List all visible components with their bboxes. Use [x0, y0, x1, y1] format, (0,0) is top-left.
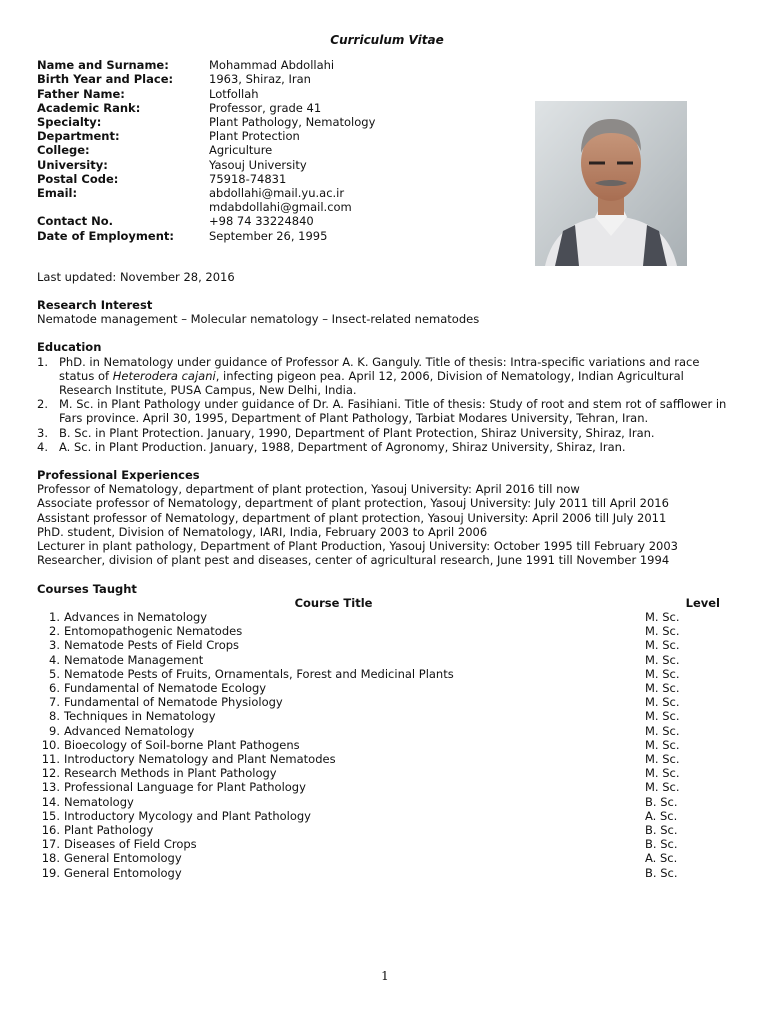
course-title: Nematode Management — [64, 652, 204, 667]
course-level: M. Sc. — [645, 723, 680, 738]
course-number: 6. — [49, 680, 60, 695]
course-row — [37, 795, 737, 809]
education-item — [37, 397, 737, 425]
info-label: College: — [37, 143, 90, 158]
course-title: Bioecology of Soil-borne Plant Pathogens — [64, 737, 300, 752]
education-item — [37, 355, 737, 398]
course-title: General Entomology — [64, 865, 182, 880]
course-level: A. Sc. — [645, 851, 678, 866]
info-value: +98 74 33224840 — [209, 214, 314, 229]
species-name: Heterodera cajani — [112, 368, 216, 383]
education-item-number: 3. — [37, 425, 48, 440]
course-level: M. Sc. — [645, 666, 680, 681]
course-number: 14. — [41, 794, 60, 809]
info-value: Mohammad Abdollahi — [209, 58, 335, 73]
info-label — [37, 200, 209, 214]
course-level: M. Sc. — [645, 751, 680, 766]
course-level: M. Sc. — [645, 638, 680, 653]
courses-table — [37, 610, 737, 880]
course-number: 19. — [41, 865, 60, 880]
course-level: M. Sc. — [645, 780, 680, 795]
course-title: Nematode Pests of Field Crops — [64, 638, 240, 653]
course-row — [37, 667, 737, 681]
course-row — [37, 752, 737, 766]
education-text-part: , infecting pigeon pea. April 12, 2006, Division of Nematology, Indian Agricultural Research Institute, PUSA Campus, New Delhi, India. — [59, 368, 684, 398]
courses-table-header — [37, 596, 737, 610]
course-title: Introductory Nematology and Plant Nematodes — [64, 751, 336, 766]
info-label: Father Name: — [37, 86, 125, 101]
experience-item: Professor of Nematology, department of plant protection, Yasouj University: April 2016 till now — [37, 482, 580, 497]
education-text-part: A. Sc. in Plant Production. January, 1988, Department of Agronomy, Shiraz University, Shiraz, Iran. — [59, 439, 626, 454]
course-level: M. Sc. — [645, 709, 680, 724]
course-number: 7. — [49, 695, 60, 710]
course-level: B. Sc. — [645, 865, 678, 880]
info-label: Academic Rank: — [37, 100, 141, 115]
course-title: Diseases of Field Crops — [64, 837, 197, 852]
info-row — [37, 58, 737, 72]
course-title: Nematology — [64, 794, 134, 809]
education-item-text — [59, 426, 737, 440]
experience-item: Associate professor of Nematology, department of plant protection, Yasouj University: July 2011 till April 2016 — [37, 496, 669, 511]
course-row — [37, 681, 737, 695]
education-text-part: PhD. in Nematology under guidance of Professor A. K. Ganguly. Title of thesis: Intra-specific variations and race status of — [59, 354, 700, 383]
info-label: Email: — [37, 186, 78, 201]
course-row — [37, 780, 737, 794]
education-item-number: 4. — [37, 439, 48, 454]
education-item-text — [59, 355, 737, 398]
course-title: General Entomology — [64, 851, 182, 866]
experience-heading: Professional Experiences — [37, 468, 200, 483]
info-label: Postal Code: — [37, 171, 119, 186]
course-level: B. Sc. — [645, 837, 678, 852]
course-title-column-header: Course Title — [294, 595, 373, 610]
research-heading: Research Interest — [37, 298, 153, 313]
course-level: M. Sc. — [645, 624, 680, 639]
course-row — [37, 610, 737, 624]
course-level: M. Sc. — [645, 737, 680, 752]
info-value: Professor, grade 41 — [209, 100, 322, 115]
course-level: B. Sc. — [645, 794, 678, 809]
course-row — [37, 766, 737, 780]
level-column-header: Level — [685, 595, 720, 610]
course-number: 11. — [41, 751, 60, 766]
course-title: Plant Pathology — [64, 822, 154, 837]
course-row — [37, 866, 737, 880]
info-label: Department: — [37, 129, 120, 144]
course-level: A. Sc. — [645, 808, 678, 823]
course-level: M. Sc. — [645, 766, 680, 781]
course-level: M. Sc. — [645, 652, 680, 667]
experience-list — [37, 482, 737, 567]
info-value: Plant Pathology, Nematology — [209, 115, 376, 130]
research-text: Nematode management – Molecular nematology – Insect-related nematodes — [37, 312, 480, 327]
education-item-text — [59, 440, 737, 454]
course-row — [37, 823, 737, 837]
experience-item: Assistant professor of Nematology, department of plant protection, Yasouj University: April 2006 till July 2011 — [37, 510, 667, 525]
info-value: 1963, Shiraz, Iran — [209, 72, 311, 87]
course-row — [37, 695, 737, 709]
info-row — [37, 87, 737, 101]
course-row — [37, 738, 737, 752]
info-label: Contact No. — [37, 214, 113, 229]
course-row — [37, 624, 737, 638]
education-list — [37, 355, 737, 454]
document-title: Curriculum Vitae — [330, 33, 444, 47]
info-label: Birth Year and Place: — [37, 72, 174, 87]
course-number: 15. — [41, 808, 60, 823]
course-row — [37, 837, 737, 851]
course-title: Techniques in Nematology — [64, 709, 216, 724]
course-number: 16. — [41, 822, 60, 837]
personal-info — [37, 58, 737, 243]
course-title: Professional Language for Plant Pathology — [64, 780, 306, 795]
experience-item: PhD. student, Division of Nematology, IARI, India, February 2003 to April 2006 — [37, 524, 488, 539]
course-title: Fundamental of Nematode Physiology — [64, 695, 283, 710]
course-number: 9. — [49, 723, 60, 738]
experience-item: Researcher, division of plant pest and diseases, center of agricultural research, June 1991 till November 1994 — [37, 553, 670, 568]
course-title: Research Methods in Plant Pathology — [64, 766, 277, 781]
course-number: 3. — [49, 638, 60, 653]
course-number: 2. — [49, 624, 60, 639]
education-text-part: B. Sc. in Plant Protection. January, 1990, Department of Plant Protection, Shiraz University, Shiraz, Iran. — [59, 425, 655, 440]
course-number: 17. — [41, 837, 60, 852]
course-number: 1. — [49, 609, 60, 624]
info-row — [37, 72, 737, 86]
course-number: 13. — [41, 780, 60, 795]
last-updated: Last updated: November 28, 2016 — [37, 269, 235, 284]
education-text-part: M. Sc. in Plant Pathology under guidance of Dr. A. Fasihiani. Title of thesis: Study of root and stem rot of safflower in Fars province. April 30, 1995, Department of Plant Pathology, Tarbiat Modares University, Tehran, Iran. — [59, 397, 727, 426]
course-title: Introductory Mycology and Plant Pathology — [64, 808, 311, 823]
portrait-image — [535, 101, 687, 266]
info-value: Agriculture — [209, 143, 273, 158]
courses-heading: Courses Taught — [37, 581, 137, 596]
course-number: 8. — [49, 709, 60, 724]
course-title: Entomopathogenic Nematodes — [64, 624, 243, 639]
course-title: Advanced Nematology — [64, 723, 195, 738]
info-value: abdollahi@mail.yu.ac.ir — [209, 186, 345, 201]
info-value: Plant Protection — [209, 129, 300, 144]
course-row — [37, 653, 737, 667]
course-number: 4. — [49, 652, 60, 667]
course-number: 18. — [41, 851, 60, 866]
profile-photo — [535, 101, 687, 266]
course-row — [37, 638, 737, 652]
course-level: B. Sc. — [645, 822, 678, 837]
education-item — [37, 440, 737, 454]
cv-page — [37, 30, 737, 880]
course-row — [37, 809, 737, 823]
info-label: Specialty: — [37, 115, 102, 130]
course-level: M. Sc. — [645, 695, 680, 710]
info-value: mdabdollahi@gmail.com — [209, 200, 352, 215]
education-item-number: 2. — [37, 397, 48, 412]
course-row — [37, 724, 737, 738]
info-value: September 26, 1995 — [209, 228, 328, 243]
info-value: Yasouj University — [209, 157, 307, 172]
info-label: Name and Surname: — [37, 58, 169, 73]
info-value: 75918-74831 — [209, 171, 287, 186]
course-number: 10. — [41, 737, 60, 752]
course-title: Fundamental of Nematode Ecology — [64, 680, 267, 695]
education-item — [37, 426, 737, 440]
experience-item: Lecturer in plant pathology, Department of Plant Production, Yasouj University: October 1995 till February 2003 — [37, 539, 678, 554]
info-label: Date of Employment: — [37, 228, 174, 243]
education-item-text — [59, 397, 737, 425]
page-number: 1 — [381, 969, 389, 983]
info-value: Lotfollah — [209, 86, 259, 101]
course-level: M. Sc. — [645, 680, 680, 695]
course-number: 5. — [49, 666, 60, 681]
course-title: Nematode Pests of Fruits, Ornamentals, Forest and Medicinal Plants — [64, 666, 454, 681]
course-row — [37, 709, 737, 723]
course-title: Advances in Nematology — [64, 609, 208, 624]
course-number: 12. — [41, 766, 60, 781]
info-label: University: — [37, 157, 108, 172]
education-heading: Education — [37, 340, 102, 355]
course-row — [37, 851, 737, 865]
education-item-number: 1. — [37, 354, 48, 369]
course-level: M. Sc. — [645, 609, 680, 624]
